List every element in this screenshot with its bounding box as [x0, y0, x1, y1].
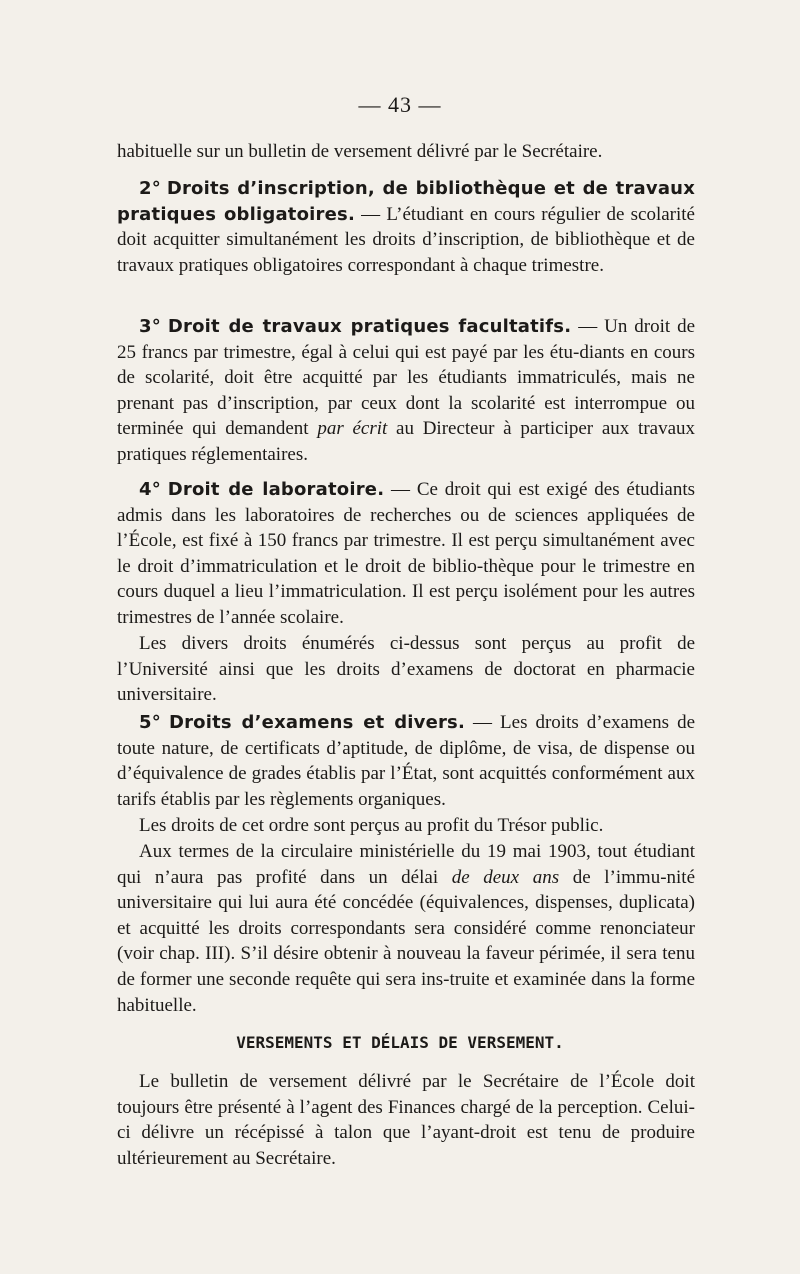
section-number: 2°: [139, 178, 161, 199]
section-5-note-1: [117, 813, 695, 839]
section-title: VERSEMENTS ET DÉLAIS DE VERSEMENT.: [236, 1033, 564, 1052]
paragraph-continuation: [117, 139, 695, 165]
section-body: au Directeur à participer aux travaux pratiques réglementaires.: [117, 418, 696, 465]
note-text: de l’immu-nité universitaire qui lui aura été concédée (équivalences, dispenses, duplicata) et acquitté les droits correspondants sera considéré comme renonciateur (voir chap. III). S’il désire obtenir à nouveau la faveur périmée, il sera tenu de former une seconde requête qui sera ins-truite et examinée dans la forme habituelle.: [117, 866, 696, 1016]
note-text: Les divers droits énumérés ci-dessus sont perçus au profit de l’Université ainsi que les droits d’examens de doctorat en pharmacie universitaire.: [117, 633, 695, 706]
section-number: 3°: [139, 316, 161, 337]
section-4-note: [117, 631, 695, 708]
section-heading: Droit de travaux pratiques facultatifs.: [167, 316, 572, 337]
section-dash: —: [571, 316, 605, 337]
section-body: Ce droit qui est exigé des étudiants admis dans les laboratoires de recherches ou de sciences appliquées de l’École, est fixé à 150 francs par trimestre. Il est perçu simultanément avec le droit d’immatriculation et le droit de biblio-thèque pour le trimestre en cours duquel a lieu l’immatriculation. Il est perçu isolément pour les autres trimestres de l’année scolaire.: [117, 479, 695, 628]
section-body: Un droit de 25 francs par trimestre, égal à celui qui est payé par les étu-diants en cours de scolarité, doit être acquitté par les étudiants immatriculés, mais ne prenant pas d’inscription, par ceux dont la scolarité est interrompue ou terminée qui demandent: [117, 316, 696, 440]
page-number: — 43 —: [358, 92, 442, 117]
note-emphasis: de deux ans: [451, 866, 560, 888]
section-body-emphasis: par écrit: [317, 418, 388, 440]
section-dash: —: [384, 479, 417, 500]
section-3: [117, 314, 695, 468]
section-dash: —: [354, 203, 387, 225]
section-heading: Droits d’inscription, de bibliothèque et de travaux pratiques obligatoires.: [117, 178, 696, 225]
section-body: Les droits d’examens de toute nature, de certificats d’aptitude, de diplôme, de visa, de dispense ou d’équivalence de grades établis par l’État, sont acquittés conformément aux tarifs établis par les règlements organiques.: [117, 712, 695, 810]
note-text: Les droits de cet ordre sont perçus au profit du Trésor public.: [139, 815, 604, 836]
section-heading: Droit de laboratoire.: [167, 479, 385, 500]
section-4: [117, 477, 695, 631]
section-2: [117, 176, 695, 278]
section-heading: Droits d’examens et divers.: [168, 712, 466, 733]
final-paragraph: [117, 1069, 695, 1171]
paragraph-text: Le bulletin de versement délivré par le Secrétaire de l’École doit toujours être présenté à l’agent des Finances chargé de la perception. Celui-ci délivre un récépissé à talon que l’ayant-droit est tenu de produire ultérieurement au Secrétaire.: [117, 1071, 695, 1169]
note-text: Aux termes de la circulaire ministérielle du 19 mai 1903, tout étudiant qui n’aura pas profité dans un délai: [117, 841, 695, 888]
section-5-note-2: [117, 839, 695, 1018]
section-body: L’étudiant en cours régulier de scolarité doit acquitter simultanément les droits d’inscription, de bibliothèque et de travaux pratiques obligatoires correspondant à chaque trimestre.: [117, 203, 695, 276]
section-number: 4°: [139, 479, 161, 500]
section-5: [117, 710, 695, 812]
section-dash: —: [465, 712, 501, 733]
section-number: 5°: [139, 712, 161, 733]
paragraph-text: habituelle sur un bulletin de versement délivré par le Secrétaire.: [117, 141, 603, 162]
